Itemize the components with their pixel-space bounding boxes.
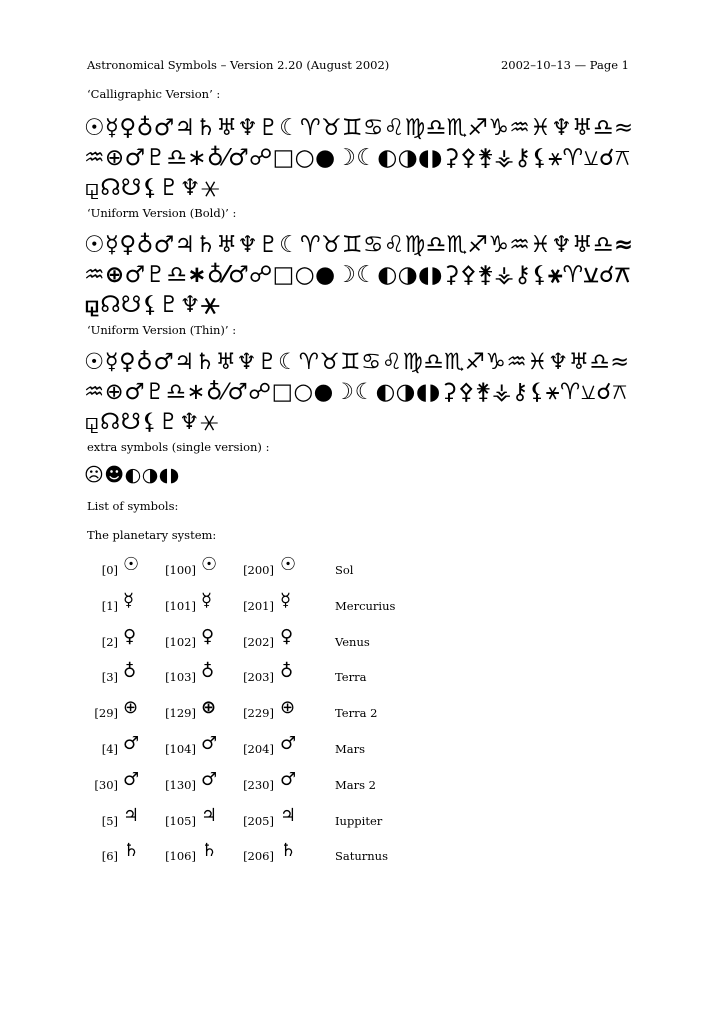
- symbol-code-200: [230]: [243, 777, 274, 792]
- symbol-code-100: [105]: [165, 813, 196, 828]
- symbol-code-100: [100]: [165, 563, 196, 577]
- symbol-code-100: [101]: [165, 598, 196, 613]
- symbol-code-200: [203]: [243, 670, 274, 685]
- symbol-code-0: [3]: [101, 670, 118, 685]
- symbol-name: Sol: [335, 563, 354, 577]
- symbol-code-100: [104]: [165, 741, 196, 756]
- symbol-name: Saturnus: [335, 849, 388, 864]
- symbol-code-0: [1]: [101, 598, 118, 613]
- symbol-glyph-thin: ⊕: [280, 697, 296, 719]
- symbol-glyph-thin: ♀: [280, 625, 294, 647]
- symbol-glyph: ♃: [123, 804, 140, 826]
- header-title: Astronomical Symbols – Version 2.20 (August 2002): [87, 58, 390, 72]
- calligraphic-label: ‘Calligraphic Version’ :: [87, 87, 221, 101]
- symbol-table: [87, 555, 507, 877]
- table-row: [87, 555, 507, 591]
- table-row: [87, 841, 507, 877]
- symbol-glyph-bold: ♀: [201, 625, 215, 647]
- symbol-glyph: ♂: [123, 768, 140, 790]
- symbol-glyph: ♄: [123, 840, 140, 862]
- symbol-glyph-bold: ☿: [201, 589, 213, 611]
- symbol-name: Iuppiter: [335, 813, 383, 828]
- symbol-glyph-bold: ♃: [201, 804, 218, 826]
- table-row: [87, 734, 507, 770]
- symbol-glyph-thin: ♃: [280, 804, 297, 826]
- table-row: [87, 806, 507, 842]
- symbol-code-0: [29]: [94, 706, 118, 721]
- symbol-glyph: ♁: [123, 661, 137, 683]
- table-row: [87, 698, 507, 734]
- uniform-bold-glyphs: ☉☿♀♁♂♃♄♅♆♇☾♈♉♊♋♌♍♎♏♐♑♒♓♆♅♎≈♒⊕♂♇♎∗♁⁄♂☍□○●☽☾◐◑◖◗⚳⚴⚵⚶⚷⚸⚹♈⚺☌⚻⚼☊☋⚸♇♆⚹: [84, 232, 634, 318]
- symbol-name: Terra: [335, 670, 367, 685]
- symbol-code-200: [205]: [243, 813, 274, 828]
- symbol-glyph-bold: ♂: [201, 732, 218, 754]
- symbol-glyph: ☿: [123, 589, 135, 611]
- symbol-glyph-thin: ♂: [280, 732, 297, 754]
- symbol-glyph-bold: ⊕: [201, 697, 217, 719]
- symbol-name: Terra 2: [335, 706, 378, 721]
- symbol-name: Mercurius: [335, 598, 396, 613]
- symbol-glyph-bold: ♁: [201, 661, 215, 683]
- symbol-glyph-bold: ☉: [201, 554, 218, 575]
- symbol-code-100: [103]: [165, 670, 196, 685]
- symbol-name: Mars 2: [335, 777, 377, 792]
- symbol-glyph-bold: ♂: [201, 768, 218, 790]
- planetary-label: The planetary system:: [87, 528, 217, 542]
- page-header: [87, 58, 629, 72]
- symbol-code-0: [6]: [101, 849, 118, 864]
- extra-label: extra symbols (single version) :: [87, 440, 270, 454]
- symbol-code-0: [2]: [101, 634, 118, 649]
- extra-glyphs: ☹☻◐◑◖◗: [84, 464, 180, 486]
- symbol-code-0: [30]: [94, 777, 118, 792]
- calligraphic-glyphs: ☉☿♀♁♂♃♄♅♆♇☾♈♉♊♋♌♍♎♏♐♑♒♓♆♅♎≈♒⊕♂♇♎∗♁⁄♂☍□○●☽☾◐◑◖◗⚳⚴⚵⚶⚷⚸⚹♈⚺☌⚻⚼☊☋⚸♇♆⚹: [84, 115, 634, 201]
- symbol-glyph-thin: ♄: [280, 840, 297, 862]
- table-row: [87, 770, 507, 806]
- uniform-thin-glyphs: ☉☿♀♁♂♃♄♅♆♇☾♈♉♊♋♌♍♎♏♐♑♒♓♆♅♎≈♒⊕♂♇♎∗♁⁄♂☍□○●☽☾◐◑◖◗⚳⚴⚵⚶⚷⚸⚹♈⚺☌⚻⚼☊☋⚸♇♆⚹: [84, 349, 630, 435]
- symbol-code-200: [229]: [243, 706, 274, 721]
- symbol-glyph: ⊕: [123, 697, 139, 719]
- symbol-name: Venus: [335, 634, 370, 649]
- symbol-glyph: ♀: [123, 625, 137, 647]
- symbol-glyph-thin: ♂: [280, 768, 297, 790]
- symbol-code-200: [202]: [243, 634, 274, 649]
- symbol-code-0: [0]: [101, 563, 118, 577]
- symbol-glyph: ♂: [123, 732, 140, 754]
- uniform-bold-label: ‘Uniform Version (Bold)’ :: [87, 206, 237, 220]
- symbol-glyph-thin: ♁: [280, 661, 294, 683]
- symbol-code-200: [200]: [243, 563, 274, 577]
- symbol-name: Mars: [335, 741, 366, 756]
- table-row: [87, 591, 507, 627]
- table-row: [87, 662, 507, 698]
- symbol-code-200: [204]: [243, 741, 274, 756]
- table-row: [87, 627, 507, 663]
- symbol-glyph-bold: ♄: [201, 840, 218, 862]
- symbol-glyph-thin: ☉: [280, 554, 297, 575]
- symbol-code-100: [129]: [165, 706, 196, 721]
- symbol-code-0: [5]: [101, 813, 118, 828]
- symbol-code-200: [206]: [243, 849, 274, 864]
- symbol-glyph: ☉: [123, 554, 140, 575]
- symbol-glyph-thin: ☿: [280, 589, 292, 611]
- uniform-thin-label: ‘Uniform Version (Thin)’ :: [87, 323, 237, 337]
- header-date-page: 2002–10–13 — Page 1: [500, 58, 629, 72]
- symbol-code-200: [201]: [243, 598, 274, 613]
- symbol-code-100: [106]: [165, 849, 196, 864]
- list-label: List of symbols:: [87, 499, 179, 513]
- symbol-code-100: [102]: [165, 634, 196, 649]
- symbol-code-100: [130]: [165, 777, 196, 792]
- symbol-code-0: [4]: [101, 741, 118, 756]
